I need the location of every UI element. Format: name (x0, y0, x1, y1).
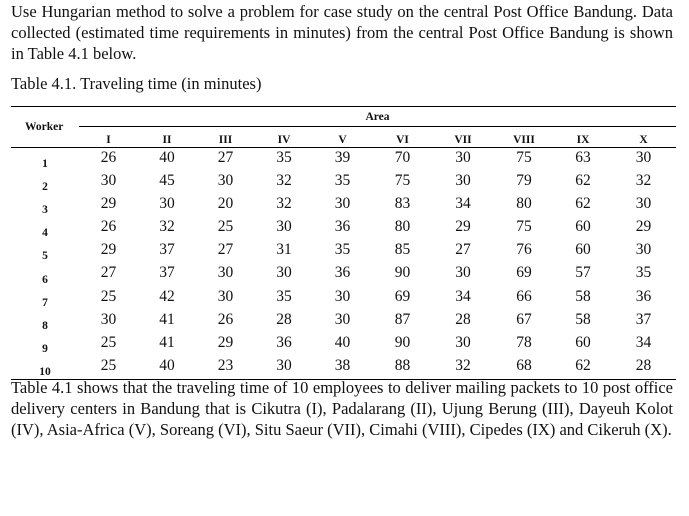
time-cell: 30 (334, 310, 351, 328)
time-cell: 58 (575, 310, 591, 328)
time-cell: 30 (217, 264, 234, 282)
column-header: VIII (493, 127, 555, 148)
column-header: IV (255, 127, 313, 148)
time-cell: 30 (100, 172, 117, 190)
time-cell: 36 (276, 333, 292, 351)
column-header: I (79, 127, 138, 148)
table-row (11, 217, 676, 240)
time-cell: 68 (493, 356, 555, 380)
worker-number: 5 (42, 250, 48, 263)
time-cell: 32 (433, 356, 493, 380)
time-cell: 30 (217, 172, 234, 190)
worker-number: 9 (42, 342, 48, 355)
table-row (11, 333, 676, 356)
time-cell: 62 (575, 195, 591, 213)
table-header-row-columns (11, 127, 676, 148)
time-cell: 25 (100, 287, 117, 305)
time-cell: 29 (635, 218, 652, 236)
worker-number: 3 (42, 204, 48, 217)
column-header: IX (555, 127, 611, 148)
time-cell: 30 (100, 310, 117, 328)
table-header-row-area (11, 107, 676, 127)
explanation-paragraph: Table 4.1 shows that the traveling time of 10 employees to deliver mailing packets to 10 post office delivery centers in Bandung that is Cikutra (I), Padalarang (II), Ujung Berung (III), Dayeuh Kolot (IV), Asia-Africa (V), Soreang (VI), Situ Saeur (VII), Cimahi (VIII), Cipedes (IX) and Cikeruh (X). (11, 378, 673, 439)
time-cell: 29 (455, 218, 471, 236)
time-cell: 37 (159, 241, 175, 259)
traveling-time-table (11, 106, 676, 380)
column-header: V (313, 127, 372, 148)
table-row (11, 240, 676, 263)
time-cell: 75 (516, 218, 532, 236)
time-cell: 27 (217, 149, 234, 166)
worker-number: 2 (42, 181, 48, 194)
time-cell: 30 (276, 264, 292, 282)
time-cell: 39 (334, 149, 351, 166)
worker-number: 10 (11, 356, 79, 380)
time-cell: 30 (455, 149, 471, 166)
time-cell: 36 (334, 218, 351, 236)
time-cell: 75 (394, 172, 411, 190)
time-cell: 76 (516, 241, 532, 259)
time-cell: 31 (276, 241, 292, 259)
time-cell: 29 (100, 241, 117, 259)
time-cell: 66 (516, 287, 532, 305)
time-cell: 27 (455, 241, 471, 259)
table-caption: Table 4.1. Traveling time (in minutes) (11, 74, 262, 93)
time-cell: 83 (394, 195, 411, 213)
time-cell: 90 (394, 264, 411, 282)
table-row (11, 356, 676, 380)
time-cell: 26 (100, 218, 117, 236)
time-cell: 30 (635, 241, 652, 259)
worker-number: 6 (42, 273, 48, 286)
table-row (11, 310, 676, 333)
time-cell: 58 (575, 287, 591, 305)
time-cell: 29 (217, 333, 234, 351)
time-cell: 80 (394, 218, 411, 236)
worker-number: 4 (42, 227, 48, 240)
time-cell: 60 (575, 333, 591, 351)
time-cell: 30 (455, 333, 471, 351)
time-cell: 69 (516, 264, 532, 282)
time-cell: 62 (555, 356, 611, 380)
column-header: II (138, 127, 196, 148)
time-cell: 28 (276, 310, 292, 328)
time-cell: 38 (313, 356, 372, 380)
time-cell: 36 (635, 287, 652, 305)
time-cell: 37 (159, 264, 175, 282)
column-header: III (196, 127, 255, 148)
table-row (11, 263, 676, 286)
area-column-header: Area (79, 107, 676, 127)
time-cell: 30 (635, 149, 652, 166)
intro-paragraph: Use Hungarian method to solve a problem for case study on the central Post Office Bandung. Data collected (estimated time requirements in minutes) from the central Post Office Bandung is shown in Table 4.1 below. (11, 2, 673, 63)
time-cell: 40 (138, 356, 196, 380)
worker-column-header: Worker (11, 107, 79, 148)
time-cell: 62 (575, 172, 591, 190)
worker-number: 8 (42, 319, 48, 332)
column-header: VII (433, 127, 493, 148)
column-header: X (611, 127, 676, 148)
time-cell: 67 (516, 310, 532, 328)
time-cell: 25 (217, 218, 234, 236)
time-cell: 69 (394, 287, 411, 305)
time-cell: 60 (575, 241, 591, 259)
time-cell: 26 (217, 310, 234, 328)
time-cell: 29 (100, 195, 117, 213)
time-cell: 35 (276, 149, 292, 166)
time-cell: 79 (516, 172, 532, 190)
time-cell: 41 (159, 310, 175, 328)
time-cell: 85 (394, 241, 411, 259)
time-cell: 40 (334, 333, 351, 351)
time-cell: 30 (217, 287, 234, 305)
time-cell: 34 (455, 287, 471, 305)
time-cell: 41 (159, 333, 175, 351)
time-cell: 23 (196, 356, 255, 380)
time-cell: 30 (334, 287, 351, 305)
time-cell: 42 (159, 287, 175, 305)
time-cell: 87 (394, 310, 411, 328)
time-cell: 45 (159, 172, 175, 190)
time-cell: 57 (575, 264, 591, 282)
time-cell: 35 (635, 264, 652, 282)
time-cell: 88 (372, 356, 433, 380)
time-cell: 32 (276, 172, 292, 190)
table-row (11, 287, 676, 310)
time-cell: 35 (334, 172, 351, 190)
table-row (11, 194, 676, 217)
time-cell: 28 (611, 356, 676, 380)
time-cell: 37 (635, 310, 652, 328)
time-cell: 30 (334, 195, 351, 213)
time-cell: 90 (394, 333, 411, 351)
time-cell: 60 (575, 218, 591, 236)
table-row (11, 148, 676, 172)
time-cell: 30 (276, 218, 292, 236)
time-cell: 78 (516, 333, 532, 351)
time-cell: 27 (100, 264, 117, 282)
time-cell: 70 (394, 149, 411, 166)
time-cell: 30 (635, 195, 652, 213)
time-cell: 30 (455, 264, 471, 282)
time-cell: 35 (276, 287, 292, 305)
worker-number: 1 (42, 158, 48, 171)
time-cell: 34 (635, 333, 652, 351)
time-cell: 20 (217, 195, 234, 213)
time-cell: 28 (455, 310, 471, 328)
time-cell: 32 (159, 218, 175, 236)
time-cell: 30 (255, 356, 313, 380)
time-cell: 26 (100, 149, 117, 166)
time-cell: 75 (516, 149, 532, 166)
time-cell: 25 (79, 356, 138, 380)
time-cell: 34 (455, 195, 471, 213)
table-body (11, 148, 676, 380)
time-cell: 32 (635, 172, 652, 190)
worker-number: 7 (42, 296, 48, 309)
time-cell: 35 (334, 241, 351, 259)
time-cell: 63 (575, 149, 591, 166)
time-cell: 27 (217, 241, 234, 259)
time-cell: 40 (159, 149, 175, 166)
time-cell: 25 (100, 333, 117, 351)
table-row (11, 171, 676, 194)
time-cell: 36 (334, 264, 351, 282)
time-cell: 30 (159, 195, 175, 213)
time-cell: 30 (455, 172, 471, 190)
time-cell: 32 (276, 195, 292, 213)
time-cell: 80 (516, 195, 532, 213)
column-header: VI (372, 127, 433, 148)
